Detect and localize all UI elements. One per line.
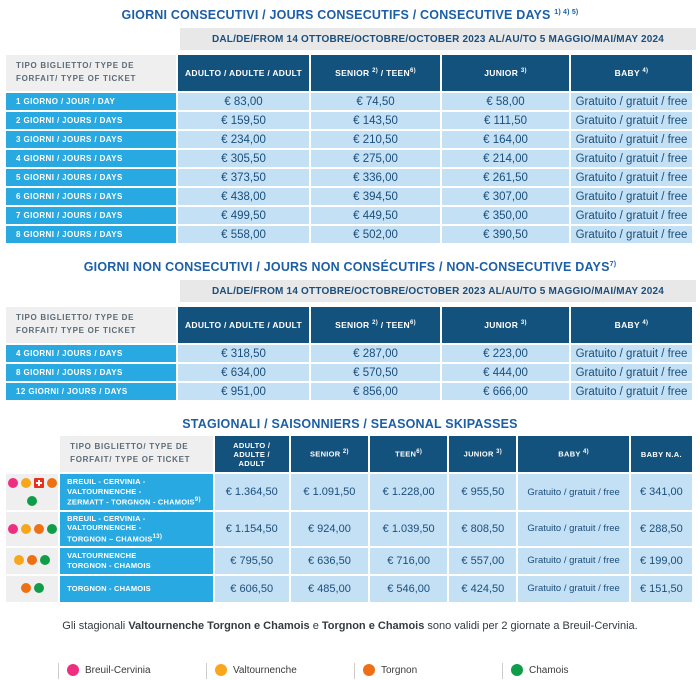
footer-note: Gli stagionali Valtournenche Torgnon e Chamois e Torgnon e Chamois sono validi per 2 giornate a Breuil-Cervinia. [62, 619, 638, 632]
column-header-ticket-type: TIPO BIGLIETTO/ TYPE DE FORFAIT/ TYPE OF TICKET [6, 307, 176, 343]
price-baby: Gratuito / gratuit / free [571, 207, 692, 224]
table-row [6, 93, 692, 110]
table-row [6, 131, 692, 148]
price-adult: € 606,50 [215, 576, 289, 602]
row-label: 4 GIORNI / JOURS / DAYS [6, 150, 176, 167]
row-label: 8 GIORNI / JOURS / DAYS [6, 226, 176, 243]
table-row [6, 169, 692, 186]
price-adult: € 558,00 [178, 226, 309, 243]
price-junior: € 111,50 [442, 112, 569, 129]
date-range-bar: DAL/DE/FROM 14 OTTOBRE/OCTOBRE/OCTOBER 2023 AL/AU/TO 5 MAGGIO/MAI/MAY 2024 [180, 28, 696, 50]
price-baby: Gratuito / gratuit / free [571, 169, 692, 186]
price-senior-teen: € 449,50 [311, 207, 440, 224]
table-row [6, 226, 692, 243]
legend-divider [502, 663, 503, 679]
zermatt-dot [34, 478, 44, 488]
row-label: 3 GIORNI / JOURS / DAYS [6, 131, 176, 148]
table-row [6, 345, 692, 362]
price-junior: € 390,50 [442, 226, 569, 243]
legend-item [502, 662, 650, 680]
chamois-dot [47, 524, 57, 534]
price-junior: € 214,00 [442, 150, 569, 167]
section-non-consecutive-days [0, 260, 700, 402]
price-adult: € 1.154,50 [215, 512, 289, 546]
legend-label: Torgnon [381, 665, 418, 677]
row-label: 7 GIORNI / JOURS / DAYS [6, 207, 176, 224]
price-teen: € 546,00 [370, 576, 447, 602]
column-header-junior: JUNIOR $^{3)}$ [449, 436, 516, 472]
price-junior: € 307,00 [442, 188, 569, 205]
row-label: 5 GIORNI / JOURS / DAYS [6, 169, 176, 186]
price-adult: € 159,50 [178, 112, 309, 129]
breuil-cervinia-dot [8, 524, 18, 534]
price-senior: € 924,00 [291, 512, 368, 546]
column-header-adult: ADULTO / ADULTE / ADULT [178, 55, 309, 91]
section-title-consecutive: GIORNI CONSECUTIVI / JOURS CONSECUTIFS / CONSECUTIVE DAYS $^{1) 4) 5)}$ [121, 8, 579, 22]
price-senior-teen: € 275,00 [311, 150, 440, 167]
non-consecutive-days-table [4, 305, 694, 402]
price-baby: Gratuito / gratuit / free [518, 576, 628, 602]
price-baby: Gratuito / gratuit / free [571, 226, 692, 243]
torgnon-dot [21, 583, 31, 593]
row-label: 12 GIORNI / JOURS / DAYS [6, 383, 176, 400]
price-adult: € 83,00 [178, 93, 309, 110]
legend-divider [206, 663, 207, 679]
price-adult: € 951,00 [178, 383, 309, 400]
column-header-adult: ADULTO / ADULTE / ADULT [215, 436, 289, 472]
row-label: BREUIL - CERVINIA - VALTOURNENCHE - TORGNON – CHAMOIS$^{13)}$ [60, 512, 212, 546]
breuil-cervinia-dot [67, 664, 79, 676]
price-junior: € 444,00 [442, 364, 569, 381]
row-label: 1 GIORNO / JOUR / DAY [6, 93, 176, 110]
price-adult: € 234,00 [178, 131, 309, 148]
resort-legend [58, 662, 700, 680]
price-adult: € 634,00 [178, 364, 309, 381]
legend-label: Valtournenche [233, 665, 297, 677]
torgnon-dot [363, 664, 375, 676]
price-baby: Gratuito / gratuit / free [571, 383, 692, 400]
price-adult: € 438,00 [178, 188, 309, 205]
chamois-dot [34, 583, 44, 593]
price-baby: Gratuito / gratuit / free [571, 364, 692, 381]
table-row [6, 474, 692, 510]
price-baby: Gratuito / gratuit / free [571, 150, 692, 167]
column-header-adult: ADULTO / ADULTE / ADULT [178, 307, 309, 343]
legend-divider [354, 663, 355, 679]
column-header-resorts-dots [6, 436, 58, 472]
torgnon-dot [27, 555, 37, 565]
consecutive-days-table [4, 53, 694, 245]
price-junior: € 955,50 [449, 474, 516, 510]
table-row [6, 364, 692, 381]
price-adult: € 499,50 [178, 207, 309, 224]
table-row [6, 576, 692, 602]
breuil-cervinia-dot [8, 478, 18, 488]
price-senior-teen: € 74,50 [311, 93, 440, 110]
price-junior: € 261,50 [442, 169, 569, 186]
price-baby-na: € 151,50 [631, 576, 692, 602]
price-junior: € 164,00 [442, 131, 569, 148]
resort-dots-cell [6, 474, 58, 510]
table-row [6, 512, 692, 546]
torgnon-dot [47, 478, 57, 488]
price-adult: € 1.364,50 [215, 474, 289, 510]
price-senior-teen: € 336,00 [311, 169, 440, 186]
column-header-baby: BABY $^{4)}$ [518, 436, 628, 472]
header-row [6, 55, 692, 91]
column-header-teen: TEEN$^{6)}$ [370, 436, 447, 472]
price-junior: € 557,00 [449, 548, 516, 574]
skipass-price-list-page [0, 8, 700, 677]
column-header-ticket-type: TIPO BIGLIETTO/ TYPE DE FORFAIT/ TYPE OF TICKET [60, 436, 212, 472]
table-row [6, 112, 692, 129]
legend-dot-wrap [213, 662, 228, 680]
price-baby: Gratuito / gratuit / free [518, 548, 628, 574]
chamois-dot [511, 664, 523, 676]
price-teen: € 1.228,00 [370, 474, 447, 510]
price-senior: € 485,00 [291, 576, 368, 602]
resort-dots-cell [6, 512, 58, 546]
price-baby-na: € 199,00 [631, 548, 692, 574]
price-junior: € 350,00 [442, 207, 569, 224]
table-row [6, 150, 692, 167]
price-baby: Gratuito / gratuit / free [571, 345, 692, 362]
price-baby: Gratuito / gratuit / free [571, 131, 692, 148]
legend-item [354, 662, 502, 680]
price-adult: € 795,50 [215, 548, 289, 574]
price-junior: € 223,00 [442, 345, 569, 362]
valtournenche-dot [21, 524, 31, 534]
price-senior-teen: € 570,50 [311, 364, 440, 381]
valtournenche-dot [215, 664, 227, 676]
column-header-junior: JUNIOR $^{3)}$ [442, 307, 569, 343]
price-junior: € 808,50 [449, 512, 516, 546]
price-adult: € 305,50 [178, 150, 309, 167]
price-senior-teen: € 856,00 [311, 383, 440, 400]
table-row [6, 383, 692, 400]
price-baby: Gratuito / gratuit / free [571, 188, 692, 205]
legend-divider [58, 663, 59, 679]
price-junior: € 58,00 [442, 93, 569, 110]
price-baby: Gratuito / gratuit / free [571, 112, 692, 129]
resort-dots-cell [6, 576, 58, 602]
date-range-bar: DAL/DE/FROM 14 OTTOBRE/OCTOBRE/OCTOBER 2023 AL/AU/TO 5 MAGGIO/MAI/MAY 2024 [180, 280, 696, 302]
price-senior-teen: € 210,50 [311, 131, 440, 148]
price-baby: Gratuito / gratuit / free [518, 474, 628, 510]
torgnon-dot [34, 524, 44, 534]
row-label: 2 GIORNI / JOURS / DAYS [6, 112, 176, 129]
legend-label: Breuil-Cervinia [85, 665, 151, 677]
row-label: TORGNON - CHAMOIS [60, 576, 212, 602]
legend-dot-wrap [509, 662, 524, 680]
column-header-baby: BABY $^{4)}$ [571, 55, 692, 91]
price-senior-teen: € 502,00 [311, 226, 440, 243]
column-header-junior: JUNIOR $^{3)}$ [442, 55, 569, 91]
legend-item [206, 662, 354, 680]
column-header-baby-na: BABY N.A. [631, 436, 692, 472]
price-senior-teen: € 143,50 [311, 112, 440, 129]
seasonal-skipasses-table [4, 434, 694, 604]
price-adult: € 318,50 [178, 345, 309, 362]
legend-item [58, 662, 206, 680]
row-label: 8 GIORNI / JOURS / DAYS [6, 364, 176, 381]
chamois-dot [27, 496, 37, 506]
price-senior-teen: € 394,50 [311, 188, 440, 205]
column-header-ticket-type: TIPO BIGLIETTO/ TYPE DE FORFAIT/ TYPE OF TICKET [6, 55, 176, 91]
price-senior: € 636,50 [291, 548, 368, 574]
legend-dot-wrap [65, 662, 80, 680]
row-label: 4 GIORNI / JOURS / DAYS [6, 345, 176, 362]
section-title-non-consecutive: GIORNI NON CONSECUTIVI / JOURS NON CONSÉCUTIFS / NON-CONSECUTIVE DAYS$^{7)}$ [83, 260, 617, 274]
price-senior-teen: € 287,00 [311, 345, 440, 362]
row-label: BREUIL - CERVINIA - VALTOURNENCHE - ZERMATT - TORGNON - CHAMOIS$^{9)}$ [60, 474, 212, 510]
price-teen: € 1.039,50 [370, 512, 447, 546]
table-row [6, 207, 692, 224]
price-teen: € 716,00 [370, 548, 447, 574]
section-consecutive-days [0, 8, 700, 245]
legend-dot-wrap [361, 662, 376, 680]
price-senior: € 1.091,50 [291, 474, 368, 510]
table-row [6, 548, 692, 574]
header-row [6, 436, 692, 472]
price-baby-na: € 341,00 [631, 474, 692, 510]
price-baby: Gratuito / gratuit / free [571, 93, 692, 110]
column-header-senior-teen: SENIOR $^{2)}$ / TEEN$^{6)}$ [311, 55, 440, 91]
resort-dots-cell [6, 548, 58, 574]
legend-label: Chamois [529, 665, 569, 677]
column-header-baby: BABY $^{4)}$ [571, 307, 692, 343]
price-baby: Gratuito / gratuit / free [518, 512, 628, 546]
column-header-senior-teen: SENIOR $^{2)}$ / TEEN$^{6)}$ [311, 307, 440, 343]
valtournenche-dot [21, 478, 31, 488]
table-row [6, 188, 692, 205]
row-label: 6 GIORNI / JOURS / DAYS [6, 188, 176, 205]
section-title-seasonal: STAGIONALI / SAISONNIERS / SEASONAL SKIPASSES [182, 417, 518, 431]
price-junior: € 424,50 [449, 576, 516, 602]
row-label: VALTOURNENCHE TORGNON - CHAMOIS [60, 548, 212, 574]
valtournenche-dot [14, 555, 24, 565]
header-row [6, 307, 692, 343]
price-baby-na: € 288,50 [631, 512, 692, 546]
price-adult: € 373,50 [178, 169, 309, 186]
price-junior: € 666,00 [442, 383, 569, 400]
chamois-dot [40, 555, 50, 565]
section-seasonal-skipasses [0, 417, 700, 604]
column-header-senior: SENIOR $^{2)}$ [291, 436, 368, 472]
